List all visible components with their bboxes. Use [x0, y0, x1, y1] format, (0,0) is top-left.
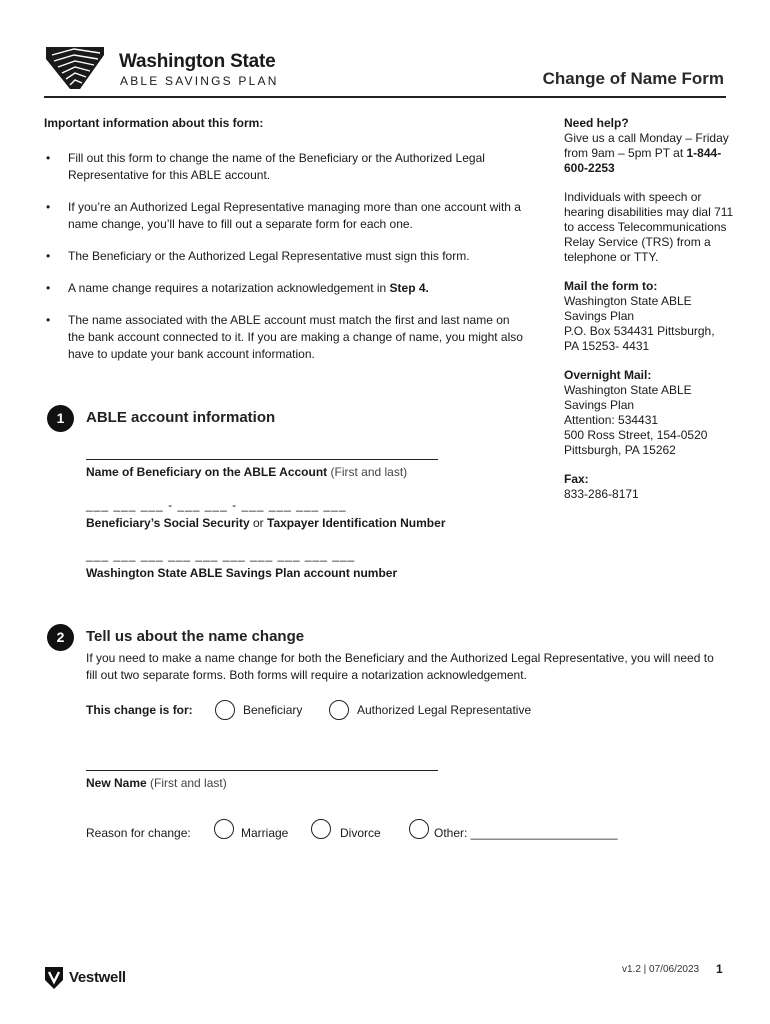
fax-block	[564, 472, 734, 502]
fax-number: 833-286-8171	[564, 487, 639, 501]
list-item: • Fill out this form to change the name of the Beneficiary or the Authorized Legal Representative for this ABLE account.	[46, 151, 485, 182]
radio-beneficiary-label: Beneficiary	[243, 703, 303, 717]
radio-marriage-label: Marriage	[241, 826, 289, 840]
header-divider	[44, 96, 726, 98]
overnight-block: Overnight Mail: Washington State ABLE Savings Plan Attention: 534431 500 Ross Street, 154-0520 Pittsburgh, PA 15262	[564, 368, 734, 458]
new-name-input[interactable]	[86, 770, 438, 771]
account-number-label: Washington State ABLE Savings Plan account number	[86, 566, 398, 580]
change-for-label: This change is for:	[86, 703, 193, 717]
contact-sidebar	[564, 116, 734, 516]
important-info-list	[44, 150, 524, 378]
bullet-icon: •	[46, 151, 51, 165]
vestwell-brand: Vestwell	[69, 969, 126, 986]
list-item: • The name associated with the ABLE account must match the first and last name on the bank account connected to it. If you are making a change of name, you might also have to update your bank account information.	[46, 313, 523, 361]
mail-block: Mail the form to: Washington State ABLE Savings Plan P.O. Box 534431 Pittsburgh, PA 15253- 4431	[564, 279, 734, 354]
new-name-label: New Name (First and last)	[86, 776, 227, 790]
list-item: • The Beneficiary or the Authorized Legal Representative must sign this form.	[46, 249, 470, 263]
beneficiary-name-label: Name of Beneficiary on the ABLE Account (First and last)	[86, 465, 408, 479]
overnight-heading: Overnight Mail:	[564, 368, 652, 382]
section-1-title: ABLE account information	[86, 409, 276, 426]
important-info-heading: Important information about this form:	[44, 116, 264, 130]
relay-text: Individuals with speech or hearing disabilities may dial 711 to access Telecommunications Relay Service (TRS) from a telephone or TTY.	[564, 190, 734, 264]
form-title: Change of Name Form	[542, 69, 724, 88]
radio-beneficiary[interactable]	[215, 700, 235, 720]
bullet-icon: •	[46, 313, 51, 327]
section-2-title: Tell us about the name change	[86, 628, 305, 645]
radio-other-label: Other: ______________________	[434, 826, 618, 840]
radio-divorce-label: Divorce	[340, 826, 381, 840]
beneficiary-name-input[interactable]	[86, 459, 438, 460]
section-2-intro: If you need to make a name change for both the Beneficiary and the Authorized Legal Representative, you will need to fill out two separate forms. Both forms will require a notarization acknowledgement.	[86, 651, 714, 682]
step-1-badge: 1	[47, 405, 74, 432]
radio-divorce[interactable]	[311, 819, 331, 839]
page-number: 1	[716, 962, 723, 976]
step-2-badge: 2	[47, 624, 74, 651]
help-phone: 1-844-600-2253	[564, 146, 722, 175]
radio-legal-representative-label: Authorized Legal Representative	[357, 703, 532, 717]
help-text: Give us a call Monday – Friday from 9am – 5pm PT at	[564, 131, 729, 160]
account-number-input[interactable]: ___ ___ ___ ___ ___ ___ ___ ___ ___ ___	[86, 548, 356, 562]
help-heading: Need help?	[564, 116, 629, 130]
radio-other[interactable]	[409, 819, 429, 839]
brand-subtitle: ABLE SAVINGS PLAN	[120, 74, 279, 88]
bullet-icon: •	[46, 281, 51, 295]
vestwell-shield-icon	[44, 966, 64, 990]
bullet-icon: •	[46, 200, 51, 214]
radio-legal-representative[interactable]	[329, 700, 349, 720]
help-block	[564, 116, 734, 176]
list-item: • A name change requires a notarization acknowledgement in Step 4.	[46, 281, 429, 295]
fax-heading: Fax:	[564, 472, 589, 486]
list-item: • If you’re an Authorized Legal Representative managing more than one account with a name change, you’ll have to fill out a separate form for each one.	[46, 200, 521, 231]
mail-heading: Mail the form to:	[564, 279, 658, 293]
mountain-logo-icon	[44, 45, 106, 91]
version-date: v1.2 | 07/06/2023	[622, 964, 700, 975]
bullet-icon: •	[46, 249, 51, 263]
brand-name: Washington State	[119, 51, 276, 72]
radio-marriage[interactable]	[214, 819, 234, 839]
ssn-input[interactable]: ___ ___ ___ - ___ ___ - ___ ___ ___ ___	[86, 498, 347, 512]
reason-label: Reason for change:	[86, 826, 191, 840]
ssn-label: Beneficiary’s Social Security or Taxpayer Identification Number	[86, 516, 446, 530]
